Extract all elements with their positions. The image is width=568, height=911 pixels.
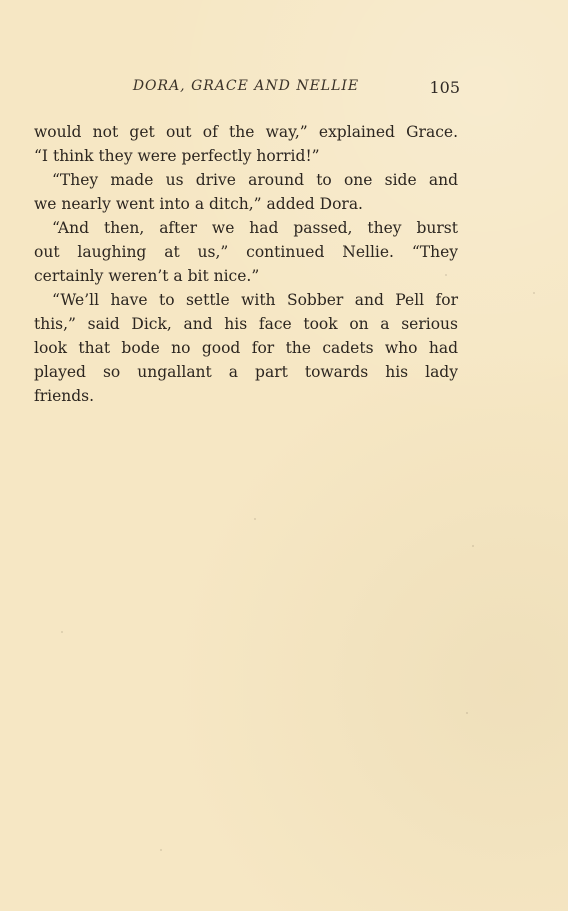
running-head: DORA, GRACE AND NELLIE <box>132 78 360 94</box>
text-line: out laughing at us,” continued Nellie. “They <box>34 243 458 261</box>
paper-speck <box>445 274 447 276</box>
text-line: certainly weren’t a bit nice.” <box>34 267 260 285</box>
text-line: “And then, after we had passed, they burst <box>52 219 458 237</box>
text-line: look that bode no good for the cadets who had <box>34 339 458 357</box>
paper-speck <box>160 849 162 851</box>
text-line: “We’ll have to settle with Sobber and Pell for <box>52 291 458 309</box>
text-line: played so ungallant a part towards his lady <box>34 363 458 381</box>
page-number: 105 <box>429 78 460 97</box>
paper-speck <box>61 631 63 633</box>
paper-speck <box>533 292 535 294</box>
text-line: friends. <box>34 387 95 405</box>
text-line: we nearly went into a ditch,” added Dora. <box>34 195 363 213</box>
paper-speck <box>472 545 474 547</box>
text-line: “They made us drive around to one side and <box>52 171 458 189</box>
text-line: this,” said Dick, and his face took on a serious <box>34 315 458 333</box>
paper-speck <box>254 518 256 520</box>
text-line: would not get out of the way,” explained Grace. <box>34 123 458 141</box>
text-line: “I think they were perfectly horrid!” <box>34 147 320 165</box>
body-text <box>34 120 458 408</box>
paper-speck <box>466 712 468 714</box>
